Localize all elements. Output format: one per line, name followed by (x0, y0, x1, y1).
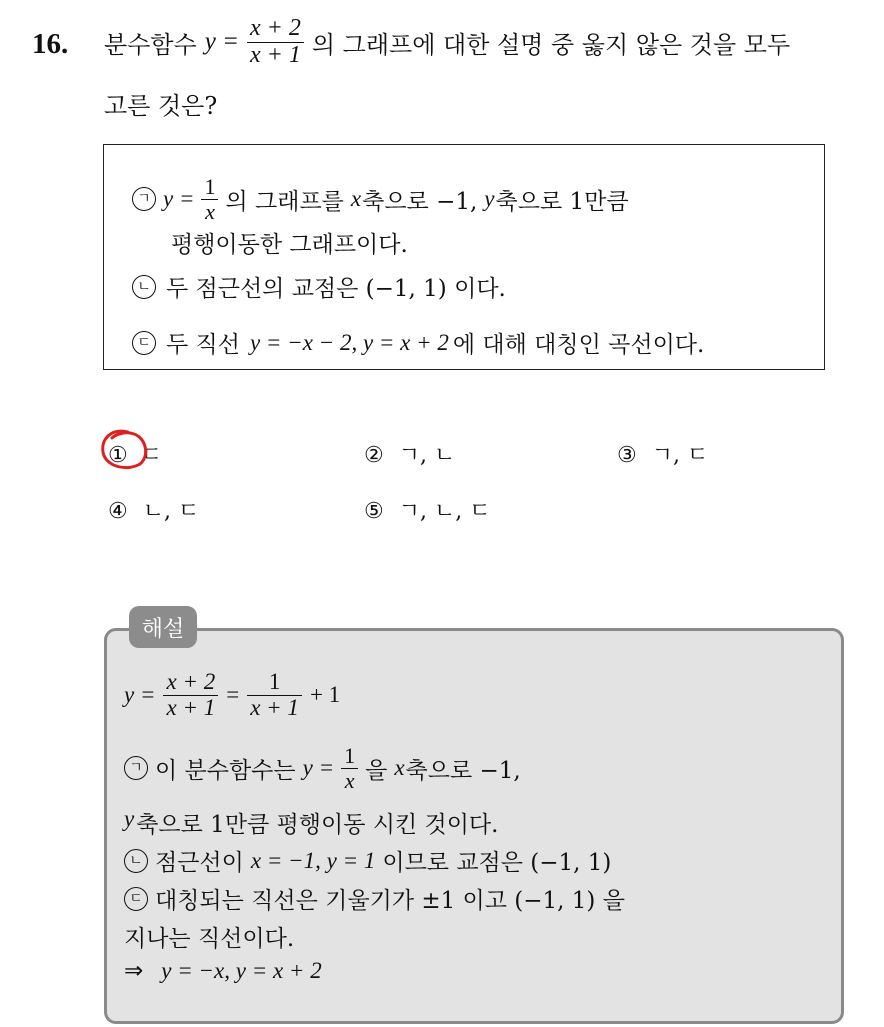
solution-frac-2-num: 1 (247, 670, 302, 695)
solution-line-3 (124, 806, 498, 839)
question-number: 16. (32, 28, 69, 60)
question-line-2: 고른 것은? (104, 92, 218, 120)
solution-line-5 (124, 882, 625, 915)
solution-tag: 해설 (129, 606, 197, 648)
statement-a-mark-icon: ㄱ (132, 187, 156, 211)
choice-3[interactable] (617, 438, 708, 469)
solution-l2-text3: 축으로 −1, (405, 757, 521, 784)
statement-c (132, 326, 704, 359)
solution-l4-eq: x = −1, y = 1 (250, 847, 376, 873)
statement-c-text2: 에 대해 대칭인 곡선이다. (452, 332, 705, 358)
solution-l3-text: 축으로 1만큼 평행이동 시킨 것이다. (136, 812, 499, 838)
choice-4-text: ㄴ, ㄷ (142, 499, 200, 524)
statement-a-text2: 축으로 −1, (362, 188, 478, 215)
solution-l2-x: x (394, 755, 405, 780)
statement-a-fraction (201, 175, 218, 222)
choice-5-number: ⑤ (364, 499, 384, 524)
solution-l4-mark-icon: ㄴ (124, 849, 148, 873)
question-frac-num: x + 2 (247, 16, 304, 42)
answer-mark-circle-icon (98, 426, 152, 474)
statement-a-x: x (350, 186, 362, 211)
choice-1-number: ① (108, 443, 128, 468)
question-y-equals: y = (204, 28, 239, 55)
solution-l5-mark-icon: ㄷ (124, 887, 148, 911)
statement-c-eq: y = −x − 2, y = x + 2 (249, 329, 449, 355)
question-frac-den: x + 1 (249, 41, 301, 68)
choice-4-number: ④ (108, 499, 128, 524)
statement-b-mark-icon: ㄴ (132, 275, 156, 299)
solution-line-7 (124, 958, 322, 984)
solution-l2-text1: 이 분수함수는 (155, 757, 296, 784)
solution-eq-y: y = (124, 682, 156, 707)
statement-a-y: y = (163, 186, 195, 211)
choice-2[interactable] (364, 438, 455, 469)
statement-a (132, 170, 629, 228)
choice-5[interactable] (364, 494, 490, 525)
solution-line-2 (124, 736, 521, 800)
solution-frac-1-den: x + 1 (166, 694, 216, 720)
solution-line-1 (124, 660, 340, 730)
choice-4[interactable] (108, 494, 199, 525)
statement-a-text1: 의 그래프를 (225, 188, 344, 215)
choice-3-number: ③ (617, 443, 637, 468)
choice-1-text: ㄷ (140, 443, 162, 468)
solution-l3-y: y (124, 806, 135, 831)
statement-b-text: 두 점근선의 교점은 (−1, 1) 이다. (166, 276, 506, 302)
choice-2-number: ② (364, 443, 384, 468)
solution-implies-icon: ⇒ (124, 958, 144, 983)
solution-l4-text1: 점근선이 (155, 850, 244, 876)
statement-a-frac-num: 1 (201, 175, 218, 199)
solution-l2-frac-num: 1 (341, 744, 358, 768)
question-text-after: 의 그래프에 대한 설명 중 옳지 않은 것을 모두 (311, 30, 791, 59)
question-fraction (247, 16, 304, 67)
statement-a-line2: 평행이동한 그래프이다. (171, 232, 408, 258)
solution-l4-text2: 이므로 교점은 (−1, 1) (382, 850, 612, 876)
solution-frac-2-den: x + 1 (250, 694, 299, 720)
solution-l5-text: 대칭되는 직선은 기울기가 ±1 이고 (−1, 1) 을 (155, 888, 625, 914)
solution-l2-mark-icon: ㄱ (124, 756, 148, 780)
question-line-1 (104, 12, 790, 72)
solution-l2-y: y = (302, 755, 335, 780)
choice-5-text: ㄱ, ㄴ, ㄷ (398, 499, 491, 524)
statement-c-text1: 두 직선 (166, 332, 240, 358)
choice-2-text: ㄱ, ㄴ (398, 443, 456, 468)
statement-b (132, 270, 506, 303)
solution-line-6: 지나는 직선이다. (124, 926, 295, 952)
solution-l7-eq: y = −x, y = x + 2 (161, 958, 322, 983)
solution-eq-equals: = (226, 682, 240, 707)
choice-3-text: ㄱ, ㄷ (651, 443, 709, 468)
solution-l2-frac-den: x (344, 767, 355, 793)
question-text-before: 분수함수 (104, 30, 197, 59)
solution-eq-plus: + 1 (309, 682, 341, 707)
solution-l2-fraction (341, 744, 358, 791)
statement-a-text3: 축으로 1만큼 (495, 188, 629, 215)
solution-line-4 (124, 844, 611, 877)
solution-frac-1-num: x + 2 (163, 670, 218, 695)
solution-frac-2 (247, 670, 302, 719)
statement-a-frac-den: x (205, 198, 215, 224)
statement-a-y2: y (484, 186, 495, 211)
statement-c-mark-icon: ㄷ (132, 331, 156, 355)
solution-l2-text2: 을 (365, 757, 388, 784)
solution-frac-1 (163, 670, 218, 719)
